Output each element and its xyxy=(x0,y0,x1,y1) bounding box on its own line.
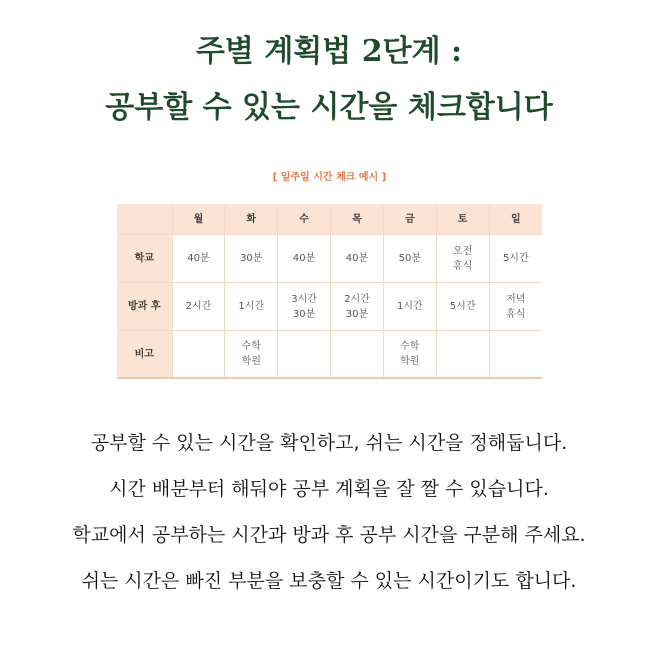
row-header: 비고 xyxy=(117,331,172,379)
cell-text: 수학 xyxy=(400,341,420,352)
table-cell xyxy=(383,235,436,283)
day-header: 금 xyxy=(383,204,436,235)
cell-text: 1시간 xyxy=(396,301,423,312)
cell-text: 오전 xyxy=(452,245,473,257)
body-text-line: 시간 배분부터 해둬야 공부 계획을 잘 짤 수 있습니다. xyxy=(109,478,549,500)
cell-text: 학원 xyxy=(241,356,261,367)
table-cell xyxy=(383,283,436,331)
cell-text: 5시간 xyxy=(449,301,476,312)
table-cell xyxy=(489,331,542,379)
cell-text: 30분 xyxy=(292,308,316,320)
row-header: 방과 후 xyxy=(117,283,172,331)
cell-text: 5시간 xyxy=(502,253,529,264)
cell-text: 30분 xyxy=(345,308,369,320)
table-row xyxy=(117,283,542,331)
cell-text: 40분 xyxy=(292,253,316,264)
table-cell xyxy=(436,283,489,331)
table-cell xyxy=(172,331,225,379)
table-cell xyxy=(383,331,436,379)
body-text-line: 공부할 수 있는 시간을 확인하고, 쉬는 시간을 정해둡니다. xyxy=(90,432,568,454)
cell-text: 수학 xyxy=(241,341,261,352)
row-header: 학교 xyxy=(117,235,172,283)
page-title-line-1: 주별 계획법 2단계 : xyxy=(195,34,463,69)
cell-text: 30분 xyxy=(240,253,263,264)
day-header: 화 xyxy=(225,204,278,235)
table-cell xyxy=(225,235,278,283)
cell-text: 2시간 xyxy=(344,293,370,305)
table-cell xyxy=(278,235,331,283)
table-cell xyxy=(225,283,278,331)
table-row xyxy=(117,235,542,283)
body-text-line: 쉬는 시간은 빠진 부분을 보충할 수 있는 시간이기도 합니다. xyxy=(81,570,577,592)
page-title-line-2: 공부할 수 있는 시간을 체크합니다 xyxy=(105,90,553,125)
cell-text: 휴식 xyxy=(506,308,526,320)
table-cell xyxy=(436,331,489,379)
weekly-time-table-figure xyxy=(117,168,542,384)
day-header: 토 xyxy=(436,204,489,235)
table-cell xyxy=(331,331,384,379)
cell-text: 40분 xyxy=(187,253,210,264)
cell-text: 학원 xyxy=(400,356,420,367)
table-cell xyxy=(172,235,225,283)
cell-text: 1시간 xyxy=(238,301,265,312)
cell-text: 휴식 xyxy=(452,260,473,272)
table-caption: [ 일주일 시간 체크 예시 ] xyxy=(272,172,387,183)
table-header-row xyxy=(117,204,542,235)
cell-text: 3시간 xyxy=(291,293,317,305)
corner-cell xyxy=(117,204,172,235)
day-header: 수 xyxy=(278,204,331,235)
table-cell xyxy=(278,331,331,379)
cell-text: 2시간 xyxy=(185,301,212,312)
table-cell xyxy=(331,283,384,331)
table-cell xyxy=(436,235,489,283)
table-cell xyxy=(278,283,331,331)
body-text-line: 학교에서 공부하는 시간과 방과 후 공부 시간을 구분해 주세요. xyxy=(72,524,586,546)
table-row xyxy=(117,331,542,379)
cell-text: 저녁 xyxy=(506,293,526,305)
table-cell xyxy=(489,235,542,283)
cell-text: 50분 xyxy=(398,253,421,264)
table-cell xyxy=(225,331,278,379)
cell-text: 40분 xyxy=(345,253,369,264)
day-header: 일 xyxy=(489,204,542,235)
day-header: 월 xyxy=(172,204,225,235)
weekly-time-table xyxy=(117,204,542,379)
table-cell xyxy=(331,235,384,283)
day-header: 목 xyxy=(331,204,384,235)
table-cell xyxy=(489,283,542,331)
table-cell xyxy=(172,283,225,331)
